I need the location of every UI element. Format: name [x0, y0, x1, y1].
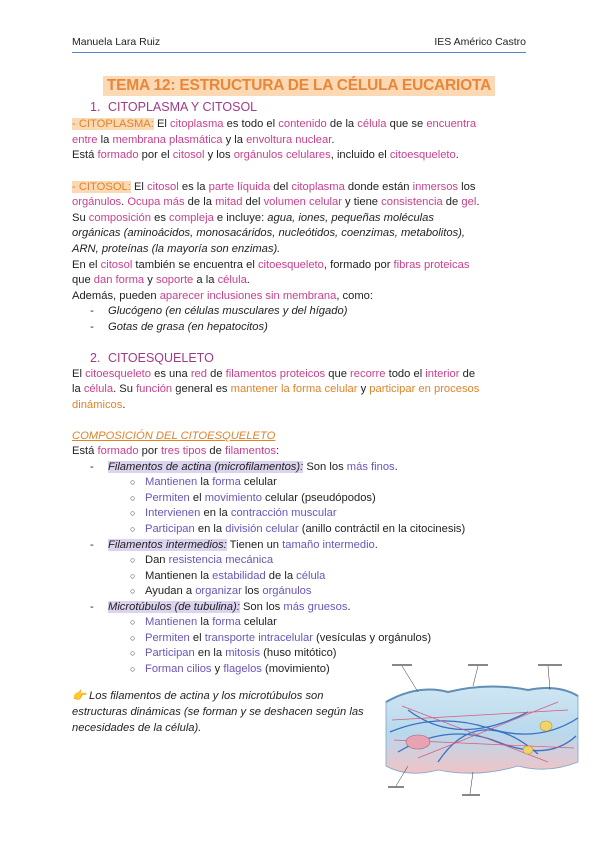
paragraph-line: - CITOPLASMA: El citoplasma es todo el contenido de la célula que se encuentra [72, 118, 477, 130]
page-title: TEMA 12: ESTRUCTURA DE LA CÉLULA EUCARIOTA [103, 76, 495, 96]
list-item: ○ Ayudan a organizar los orgánulos [130, 585, 312, 597]
paragraph-line: ARN, proteínas (la mayoría son enzimas). [72, 243, 281, 255]
paragraph-line: En el citosol también se encuentra el citoesqueleto, formado por fibras proteicas [72, 259, 470, 271]
list-item: ○ Mantienen la estabilidad de la célula [130, 570, 326, 582]
page-header [72, 36, 526, 53]
list-item: - Filamentos de actina (microfilamentos): Son los más finos. [90, 461, 398, 473]
list-item: ○ Participan en la división celular (anillo contráctil en la citocinesis) [130, 523, 466, 535]
paragraph-line: orgánicas (aminoácidos, monosacáridos, nucleótidos, coenzimas, metabolitos), [72, 227, 465, 239]
pointing-hand-icon: 👉 [72, 690, 86, 702]
list-item: - Glucógeno (en células musculares y del hígado) [90, 305, 348, 317]
paragraph-line: Además, pueden aparecer inclusiones sin membrana, como: [72, 290, 373, 302]
school-name: IES Américo Castro [434, 36, 526, 48]
cytoskeleton-illustration [378, 662, 586, 798]
paragraph-line: Su composición es compleja e incluye: agua, iones, pequeñas moléculas [72, 212, 434, 224]
list-item: ○ Intervienen en la contracción muscular [130, 507, 337, 519]
paragraph-line: - CITOSOL: El citosol es la parte líquida del citoplasma donde están inmersos los [72, 181, 476, 193]
paragraph-line: dinámicos. [72, 399, 126, 411]
paragraph-line: la célula. Su función general es mantener la forma celular y participar en procesos [72, 383, 480, 395]
list-item: ○ Permiten el movimiento celular (pseudópodos) [130, 492, 376, 504]
paragraph-line: que dan forma y soporte a la célula. [72, 274, 250, 286]
list-item: ○ Dan resistencia mecánica [130, 554, 274, 566]
list-item: - Microtúbulos (de tubulina): Son los más gruesos. [90, 601, 351, 613]
author-name: Manuela Lara Ruiz [72, 36, 161, 48]
paragraph-line: El citoesqueleto es una red de filamentos proteicos que recorre todo el interior de [72, 368, 476, 380]
section-2-heading: 2. CITOESQUELETO [90, 351, 214, 365]
paragraph-line: entre la membrana plasmática y la envoltura nuclear. [72, 134, 335, 146]
section-1-heading: 1. CITOPLASMA Y CITOSOL [90, 100, 258, 114]
list-item: ○ Permiten el transporte intracelular (vesículas y orgánulos) [130, 632, 432, 644]
list-item: - Gotas de grasa (en hepatocitos) [90, 321, 268, 333]
list-item: ○ Mantienen la forma celular [130, 476, 277, 488]
paragraph-line: Está formado por el citosol y los orgánulos celulares, incluido el citoesqueleto. [72, 149, 459, 161]
dynamic-note: 👉 Los filamentos de actina y los microtúbulos son estructuras dinámicas (se forman y se deshacen según las necesidades de la célula). [72, 690, 364, 734]
subsection-heading: COMPOSICIÓN DEL CITOESQUELETO [72, 430, 276, 442]
paragraph-line: Está formado por tres tipos de filamentos: [72, 445, 280, 457]
list-item: ○ Participan en la mitosis (huso mitótico) [130, 647, 337, 659]
list-item: ○ Forman cilios y flagelos (movimiento) [130, 663, 330, 675]
paragraph-line: orgánulos. Ocupa más de la mitad del volumen celular y tiene consistencia de gel. [72, 196, 480, 208]
list-item: - Filamentos intermedios: Tienen un tamaño intermedio. [90, 539, 378, 551]
list-item: ○ Mantienen la forma celular [130, 616, 277, 628]
